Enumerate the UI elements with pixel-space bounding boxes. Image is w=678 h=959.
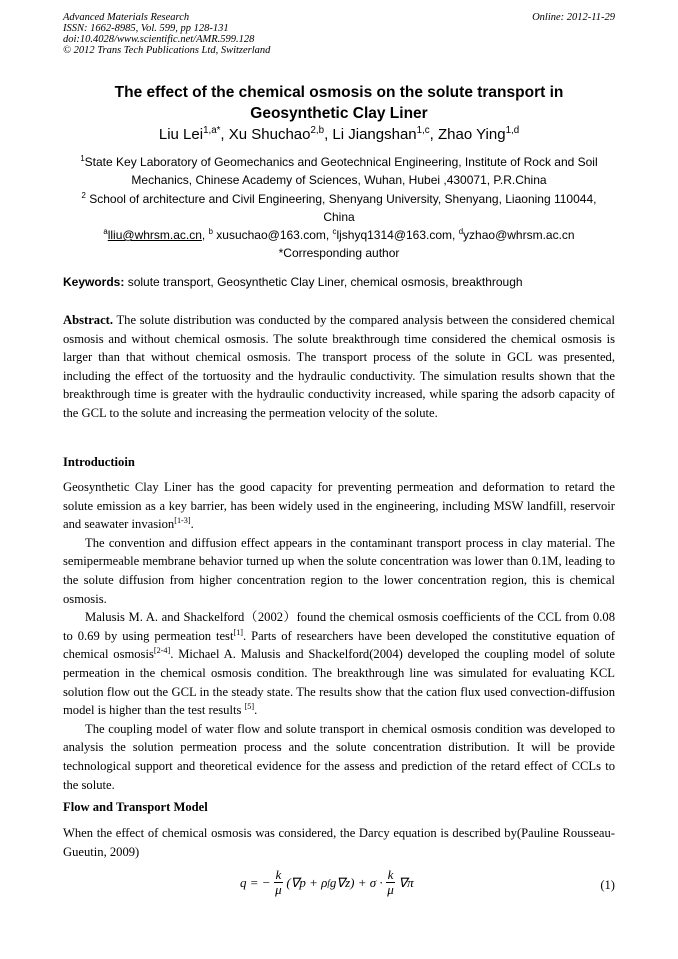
emails: $^a$lliu@whrsm.ac.cn, $^b$ xusuchao@163.com, $^c$ljshyq1314@163.com, $^d$yzhao@whrsm.ac.cn *Corresponding author [63,226,615,262]
corresponding-note: *Corresponding author [278,246,400,260]
author: Liu Lei [158,126,204,143]
email-text: yzhao@whrsm.ac.cn [463,228,575,242]
email-text: ljshyq1314@163.com [336,228,453,242]
doi: doi:10.4028/www.scientific.net/AMR.599.128 [63,34,255,45]
intro-body: Geosynthetic Clay Liner has the good capacity for preventing permeation and deformation to retard the solute emission as a key barrier, has been widely used in the engineering, including MSW landfill, reservoir and seawater invasion[1-3]. The convention and diffusion effect appears in the contaminant transport process in clay material. The semipermeable membrane behavior turned up when the solute concentration was lower than 0.1M, leading to the solute diffusion from higher concentration region to the lower concentration region, this is chemical osmosis. Malusis M. A. and Shackelford（2002）found the chemical osmosis coefficients of the CCL from 0.08 to 0.69 by using permeation test[1]. Parts of researchers have been developed the constitutive equation of chemical osmosis[2-4]. Michael A. Malusis and Shackelford(2004) developed the coupling model of solute permeation in the chemical osmosis condition. The breakthrough line was simulated for evaluating KCL solution flow out the GCL in the steady state. The results show that the cation flux used convection-diffusion model is higher than the test results [5]. The coupling model of water flow and solute transport in chemical osmosis condition was developed to analysis the solution permeation process and the solute concentration distribution. It will be provide technological support and theoretical evidence for the assess and prediction of the retard effect of CCLs to the solute. [63,480,615,792]
section-heading-model: Flow and Transport Model [63,800,208,814]
abstract: Abstract. The solute distribution was conducted by the compared analysis between the considered chemical osmosis and without chemical osmosis. The solute breakthrough time considered the chemical osmosis is larger than that without chemical osmosis. The transport process of the solute in GCL was presented, including the effect of the tortuosity and the hydraulic conductivity. The simulation results shown that the breakthrough time is greater with the hydraulic conductivity increased, while sparing the adsorb capacity of the GCL to the solute and increasing the permeation velocity of the solute. [63,313,615,420]
author: Xu Shuchao [228,126,311,143]
email-text: xusuchao@163.com [216,228,326,242]
author: Li Jiangshan [332,126,417,143]
section-heading-intro: Introductioin [63,455,135,469]
author-list: Liu Lei$^{1,a*}$, Xu Shuchao$^{2,b}$, Li Jiangshan$^{1,c}$, Zhao Ying$^{1,d}$ [158,125,520,143]
keywords: Keywords: solute transport, Geosynthetic Clay Liner, chemical osmosis, breakthrough [63,275,523,289]
copyright: © 2012 Trans Tech Publications Ltd, Switzerland [63,45,271,56]
affiliation-1: $^1$State Key Laboratory of Geomechanics and Geotechnical Engineering, Institute of Rock and Soil Mechanics, Chinese Academy of Sciences, Wuhan, Hubei ,430071, P.R.China [80,154,598,187]
paper-title: The effect of the chemical osmosis on the solute transport in Geosynthetic Clay Liner [114,84,564,122]
affiliation-2: $^2$ School of architecture and Civil Engineering, Shenyang University, Shenyang, Liaoning 110044, China [81,191,597,224]
journal-header [63,12,270,56]
equation-1: q = − $\frac{k}{\mu}$ (∇p + ρ f g∇z) + σ · $\frac{k}{\mu}$ ∇π [240,867,414,897]
author: Zhao Ying [438,126,506,143]
email-link[interactable]: lliu@whrsm.ac.cn [107,228,202,242]
online-date: Online: 2012-11-29 [532,12,615,23]
model-body: When the effect of chemical osmosis was considered, the Darcy equation is described by(Pauline Rousseau-Gueutin, 2009) [63,826,615,859]
issn: ISSN: 1662-8985, Vol. 599, pp 128-131 [63,23,229,34]
equation-number: (1) [600,878,615,892]
journal-name: Advanced Materials Research [63,12,190,23]
